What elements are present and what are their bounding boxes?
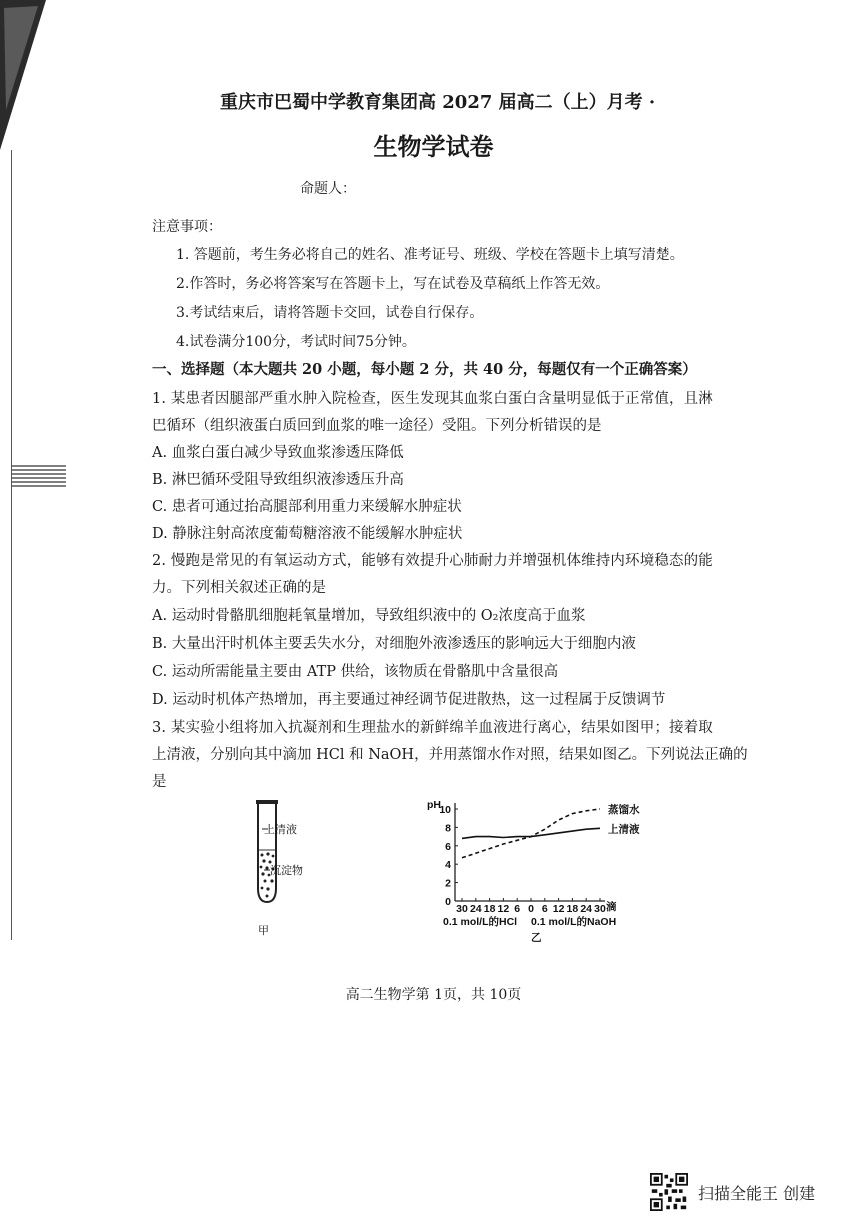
question-1-stem: 巴循环（组织液蛋白质回到血浆的唯一途径）受阻。下列分析错误的是 — [152, 418, 602, 434]
question-1-option-c: C. 患者可通过抬高腿部利用重力来缓解水肿症状 — [152, 499, 462, 515]
y-tick-label: 2 — [445, 877, 451, 890]
x-tick-label: 24 — [580, 903, 593, 915]
y-tick-label: 6 — [445, 840, 451, 853]
notice-item: 4.试卷满分100分，考试时间75分钟。 — [176, 334, 416, 350]
x-right-label: 0.1 mol/L的NaOH — [531, 916, 617, 928]
x-tick-label: 30 — [594, 903, 606, 915]
question-2-stem: 力。下列相关叙述正确的是 — [152, 580, 326, 596]
series-label: 上清液 — [608, 823, 640, 836]
scanner-watermark — [650, 1173, 815, 1211]
question-1-option-b: B. 淋巴循环受阻导致组织液渗透压升高 — [152, 472, 404, 488]
y-tick-label: 8 — [445, 822, 451, 835]
y-tick-label: 4 — [445, 859, 451, 872]
series-label: 蒸馏水 — [608, 804, 640, 816]
x-tick-label: 18 — [566, 903, 579, 915]
question-3-stem: 上清液，分别向其中滴加 HCl 和 NaOH，并用蒸馏水作对照，结果如图乙。下列说法正确的 — [152, 747, 748, 763]
tube-rim — [256, 800, 278, 804]
qr-code-icon — [650, 1173, 688, 1211]
x-tick-label: 24 — [469, 903, 482, 915]
x-tick-label: 6 — [514, 903, 521, 915]
test-tube-figure — [248, 800, 338, 940]
notice-item: 3.考试结束后，请将答题卡交回，试卷自行保存。 — [176, 305, 484, 321]
question-2-option-b: B. 大量出汗时机体主要丢失水分，对细胞外液渗透压的影响远大于细胞内液 — [152, 636, 636, 652]
y-tick-label: 10 — [439, 804, 451, 816]
x-left-label: 0.1 mol/L的HCl — [443, 916, 518, 928]
notice-item: 1. 答题前，考生务必将自己的姓名、准考证号、班级、学校在答题卡上填写清楚。 — [176, 247, 684, 263]
ph-line-chart — [425, 795, 655, 950]
scanner-text: 扫描全能王 创建 — [698, 1183, 816, 1203]
figure-a-caption: 甲 — [258, 925, 269, 937]
question-2-stem: 2. 慢跑是常见的有氧运动方式，能够有效提升心肺耐力并增强机体维持内环境稳态的能 — [152, 553, 713, 569]
page-footer: 高二生物学第 1页，共 10页 — [345, 987, 522, 1003]
question-2-option-c: C. 运动所需能量主要由 ATP 供给，该物质在骨骼肌中含量很高 — [152, 664, 559, 680]
question-3-stem: 3. 某实验小组将加入抗凝剂和生理盐水的新鲜绵羊血液进行离心，结果如图甲；接着取 — [152, 720, 713, 736]
subject-title: 生物学试卷 — [373, 132, 494, 161]
series-line-supernatant — [462, 828, 600, 838]
x-tick-label: 6 — [541, 903, 548, 915]
label-precipitate: 沉淀物 — [270, 865, 303, 877]
exam-title: 重庆市巴蜀中学教育集团高 2027 届高二（上）月考 · — [220, 92, 656, 113]
series-line-distilled-water — [462, 809, 600, 858]
binding-line — [11, 150, 12, 940]
notice-heading: 注意事项： — [152, 219, 222, 235]
x-tick-label: 30 — [456, 903, 468, 915]
author-label: 命题人： — [300, 181, 356, 197]
x-tick-label: 18 — [483, 903, 496, 915]
question-1-stem: 1. 某患者因腿部严重水肿入院检查，医生发现其血浆白蛋白含量明显低于正常值，且淋 — [152, 391, 713, 407]
x-unit-label: 滴 — [606, 901, 617, 913]
figure-b-caption: 乙 — [531, 932, 542, 944]
question-2-option-d: D. 运动时机体产热增加，再主要通过神经调节促进散热，这一过程属于反馈调节 — [152, 692, 666, 708]
label-supernatant: 上清液 — [264, 824, 297, 836]
y-tick-label: 0 — [445, 896, 451, 908]
question-3-stem: 是 — [152, 774, 167, 790]
question-2-option-a: A. 运动时骨骼肌细胞耗氧量增加，导致组织液中的 O₂浓度高于血浆 — [152, 608, 586, 624]
x-tick-label: 0 — [528, 903, 534, 915]
x-tick-label: 12 — [552, 903, 565, 915]
question-1-option-a: A. 血浆白蛋白减少导致血浆渗透压降低 — [152, 445, 404, 461]
notice-item: 2.作答时，务必将答案写在答题卡上，写在试卷及草稿纸上作答无效。 — [176, 276, 610, 292]
x-tick-label: 12 — [497, 903, 510, 915]
question-1-option-d: D. 静脉注射高浓度葡萄糖溶液不能缓解水肿症状 — [152, 526, 463, 542]
section-heading: 一、选择题（本大题共 20 小题，每小题 2 分，共 40 分，每题仅有一个正确答案） — [152, 361, 697, 378]
y-axis-label: pH — [427, 799, 441, 811]
binding-mark — [12, 463, 66, 489]
